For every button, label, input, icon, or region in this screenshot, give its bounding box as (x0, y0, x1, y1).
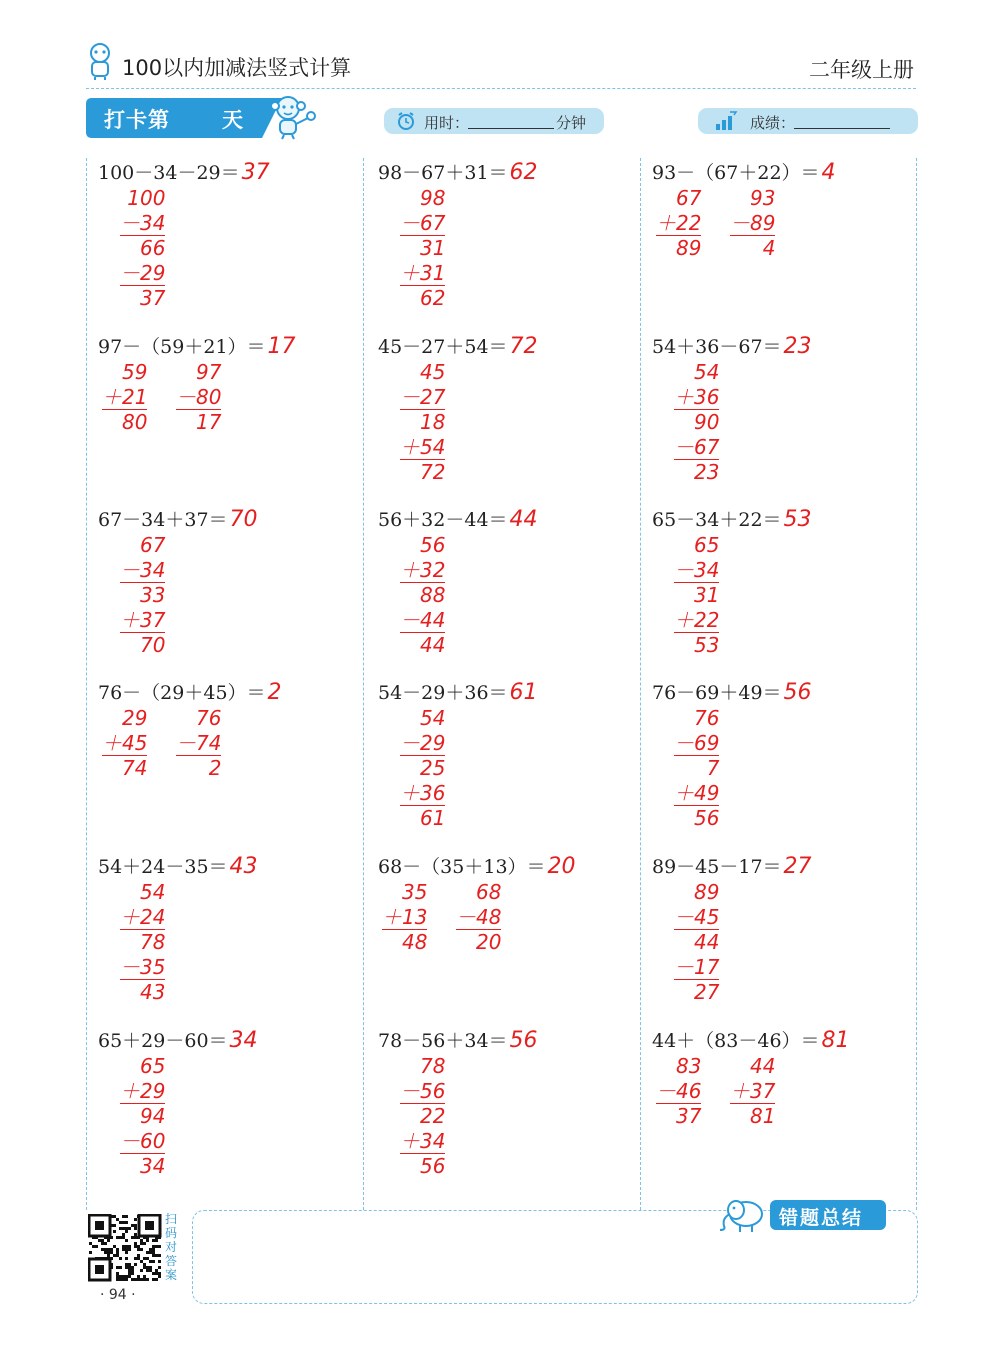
problem-16 (98, 1026, 258, 1053)
result-line: 20 (476, 930, 502, 954)
summary-label: 错题总结 (779, 1207, 864, 1229)
result-line: 89 (676, 236, 702, 260)
problem-expression: 45－27＋54＝ (378, 336, 508, 358)
operand-line: －60 (120, 1128, 166, 1153)
problem-expression: 76－69＋49＝ (652, 682, 782, 704)
time-field[interactable] (384, 108, 604, 134)
mascot-icon (86, 42, 114, 80)
operand-line: －34 (674, 557, 720, 582)
problem-expression: 56＋32－44＝ (378, 509, 508, 531)
problem-12 (652, 678, 812, 705)
vertical-calculation (400, 1054, 445, 1179)
vertical-calculation (674, 880, 719, 1005)
result-line: 35 (402, 880, 428, 904)
result-line: 45 (420, 360, 446, 384)
result-line: 100 (127, 186, 166, 210)
result-line: 44 (750, 1054, 776, 1078)
vertical-calculation (176, 706, 221, 781)
result-line: 76 (196, 706, 222, 730)
result-line: 37 (676, 1104, 702, 1128)
result-line: 31 (694, 583, 720, 607)
alarm-clock-icon (396, 111, 416, 131)
problem-11 (378, 678, 538, 705)
result-line: 83 (676, 1054, 702, 1078)
book-title: 100以内加减法竖式计算 (122, 56, 352, 80)
result-line: 48 (402, 930, 428, 954)
vertical-calculation (730, 1054, 775, 1129)
vertical-calculation (120, 186, 165, 311)
result-line: 54 (140, 880, 166, 904)
result-line: 93 (750, 186, 776, 210)
time-blank[interactable] (468, 128, 554, 129)
operand-line: －69 (674, 730, 720, 755)
result-line: 65 (140, 1054, 166, 1078)
checkin-day-label: 天 (222, 108, 243, 132)
operand-line: ＋54 (400, 434, 446, 459)
operand-line: ＋31 (400, 260, 446, 285)
vertical-calculation (102, 706, 147, 781)
result-line: 59 (122, 360, 148, 384)
result-line: 94 (140, 1104, 166, 1128)
result-line: 67 (676, 186, 702, 210)
result-line: 4 (762, 236, 776, 260)
problem-7 (98, 505, 258, 532)
operand-line: －17 (674, 954, 720, 979)
problem-expression: 97－（59＋21）＝ (98, 336, 266, 358)
operand-line: ＋36 (674, 384, 720, 409)
result-line: 54 (694, 360, 720, 384)
vertical-calculation (656, 186, 701, 261)
result-line: 97 (196, 360, 222, 384)
result-line: 54 (420, 706, 446, 730)
result-line: 7 (706, 756, 720, 780)
problem-answer: 56 (783, 680, 812, 705)
result-line: 43 (140, 980, 166, 1004)
operand-line: －34 (120, 210, 166, 235)
problem-expression: 68－（35＋13）＝ (378, 856, 546, 878)
result-line: 44 (420, 633, 446, 657)
operand-line: ＋32 (400, 557, 446, 582)
problem-expression: 54＋24－35＝ (98, 856, 228, 878)
problem-answer: 43 (229, 854, 258, 879)
problem-10 (98, 678, 282, 705)
problem-3 (652, 158, 836, 185)
operand-line: ＋24 (120, 904, 166, 929)
result-line: 90 (694, 410, 720, 434)
result-line: 66 (140, 236, 166, 260)
vertical-calculation (120, 880, 165, 1005)
result-line: 88 (420, 583, 446, 607)
problem-18 (652, 1026, 850, 1053)
problem-expression: 44＋（83－46）＝ (652, 1030, 820, 1052)
problem-4 (98, 332, 296, 359)
operand-line: ＋36 (400, 780, 446, 805)
problem-1 (98, 158, 270, 185)
problem-answer: 37 (241, 160, 270, 185)
problem-answer: 23 (783, 334, 812, 359)
column-border-right (916, 158, 917, 1210)
result-line: 2 (208, 756, 222, 780)
vertical-calculation (400, 360, 445, 485)
result-line: 76 (694, 706, 720, 730)
result-line: 17 (196, 410, 222, 434)
page-number: · 94 · (100, 1287, 136, 1303)
qr-code[interactable] (88, 1214, 162, 1282)
header-divider (86, 88, 916, 89)
operand-line: ＋22 (674, 607, 720, 632)
result-line: 33 (140, 583, 166, 607)
problem-expression: 65－34＋22＝ (652, 509, 782, 531)
result-line: 67 (140, 533, 166, 557)
result-line: 27 (694, 980, 720, 1004)
operand-line: ＋29 (120, 1078, 166, 1103)
result-line: 62 (420, 286, 446, 310)
problem-8 (378, 505, 538, 532)
result-line: 18 (420, 410, 446, 434)
vertical-calculation (176, 360, 221, 435)
operand-line: －56 (400, 1078, 446, 1103)
problem-2 (378, 158, 538, 185)
result-line: 98 (420, 186, 446, 210)
operand-line: －80 (176, 384, 222, 409)
problem-answer: 17 (267, 334, 296, 359)
problem-expression: 67－34＋37＝ (98, 509, 228, 531)
problem-expression: 100－34－29＝ (98, 162, 240, 184)
problem-answer: 27 (783, 854, 812, 879)
problem-answer: 72 (509, 334, 538, 359)
result-line: 22 (420, 1104, 446, 1128)
result-line: 74 (122, 756, 148, 780)
operand-line: －48 (456, 904, 502, 929)
operand-line: －67 (674, 434, 720, 459)
operand-line: ＋37 (730, 1078, 776, 1103)
operand-line: －29 (400, 730, 446, 755)
problem-expression: 54＋36－67＝ (652, 336, 782, 358)
problem-9 (652, 505, 812, 532)
result-line: 56 (694, 806, 720, 830)
problem-17 (378, 1026, 538, 1053)
problem-expression: 93－（67＋22）＝ (652, 162, 820, 184)
score-label: 成绩： (750, 114, 796, 132)
problem-expression: 65＋29－60＝ (98, 1030, 228, 1052)
vertical-calculation (456, 880, 501, 955)
result-line: 70 (140, 633, 166, 657)
result-line: 72 (420, 460, 446, 484)
score-blank[interactable] (794, 128, 890, 129)
operand-line: －35 (120, 954, 166, 979)
problem-answer: 56 (509, 1028, 538, 1053)
result-line: 37 (140, 286, 166, 310)
problem-5 (378, 332, 538, 359)
problem-answer: 2 (267, 680, 282, 705)
vertical-calculation (120, 533, 165, 658)
result-line: 53 (694, 633, 720, 657)
operand-line: －67 (400, 210, 446, 235)
chart-icon (714, 111, 738, 131)
result-line: 81 (750, 1104, 776, 1128)
problem-expression: 78－56＋34＝ (378, 1030, 508, 1052)
vertical-calculation (674, 706, 719, 831)
time-unit: 分钟 (556, 114, 587, 132)
operand-line: －46 (656, 1078, 702, 1103)
problem-13 (98, 852, 258, 879)
vertical-calculation (102, 360, 147, 435)
checkin-label: 打卡第 (104, 108, 170, 132)
column-border-left (86, 158, 87, 1210)
operand-line: －74 (176, 730, 222, 755)
grade-label: 二年级上册 (809, 58, 914, 82)
problem-answer: 70 (229, 507, 258, 532)
operand-line: ＋45 (102, 730, 148, 755)
operand-line: ＋34 (400, 1128, 446, 1153)
problem-answer: 34 (229, 1028, 258, 1053)
result-line: 56 (420, 1154, 446, 1178)
operand-line: ＋13 (382, 904, 428, 929)
operand-line: －44 (400, 607, 446, 632)
result-line: 68 (476, 880, 502, 904)
column-divider-1 (363, 158, 364, 1210)
problem-expression: 89－45－17＝ (652, 856, 782, 878)
operand-line: －34 (120, 557, 166, 582)
problem-6 (652, 332, 812, 359)
operand-line: －89 (730, 210, 776, 235)
vertical-calculation (674, 533, 719, 658)
problem-answer: 20 (547, 854, 576, 879)
result-line: 29 (122, 706, 148, 730)
vertical-calculation (674, 360, 719, 485)
vertical-calculation (400, 186, 445, 311)
result-line: 78 (420, 1054, 446, 1078)
result-line: 44 (694, 930, 720, 954)
vertical-calculation (656, 1054, 701, 1129)
result-line: 25 (420, 756, 446, 780)
score-field[interactable] (698, 108, 918, 134)
operand-line: ＋37 (120, 607, 166, 632)
problem-expression: 54－29＋36＝ (378, 682, 508, 704)
vertical-calculation (382, 880, 427, 955)
result-line: 23 (694, 460, 720, 484)
time-label: 用时： (424, 114, 470, 132)
problem-answer: 62 (509, 160, 538, 185)
result-line: 78 (140, 930, 166, 954)
operand-line: －45 (674, 904, 720, 929)
operand-line: ＋21 (102, 384, 148, 409)
result-line: 65 (694, 533, 720, 557)
problem-answer: 4 (821, 160, 836, 185)
result-line: 80 (122, 410, 148, 434)
problem-answer: 44 (509, 507, 538, 532)
operand-line: ＋22 (656, 210, 702, 235)
problem-answer: 61 (509, 680, 538, 705)
scan-answer-label: 扫码对答案 (165, 1212, 178, 1282)
problem-answer: 81 (821, 1028, 850, 1053)
problem-answer: 53 (783, 507, 812, 532)
monkey-icon (266, 94, 318, 140)
result-line: 56 (420, 533, 446, 557)
operand-line: －27 (400, 384, 446, 409)
problem-expression: 98－67＋31＝ (378, 162, 508, 184)
problem-14 (378, 852, 576, 879)
result-line: 34 (140, 1154, 166, 1178)
result-line: 61 (420, 806, 446, 830)
result-line: 31 (420, 236, 446, 260)
problem-15 (652, 852, 812, 879)
operand-line: ＋49 (674, 780, 720, 805)
operand-line: －29 (120, 260, 166, 285)
column-divider-2 (640, 158, 641, 1210)
elephant-icon (716, 1196, 772, 1234)
problem-expression: 76－（29＋45）＝ (98, 682, 266, 704)
vertical-calculation (400, 706, 445, 831)
result-line: 89 (694, 880, 720, 904)
vertical-calculation (400, 533, 445, 658)
vertical-calculation (120, 1054, 165, 1179)
vertical-calculation (730, 186, 775, 261)
